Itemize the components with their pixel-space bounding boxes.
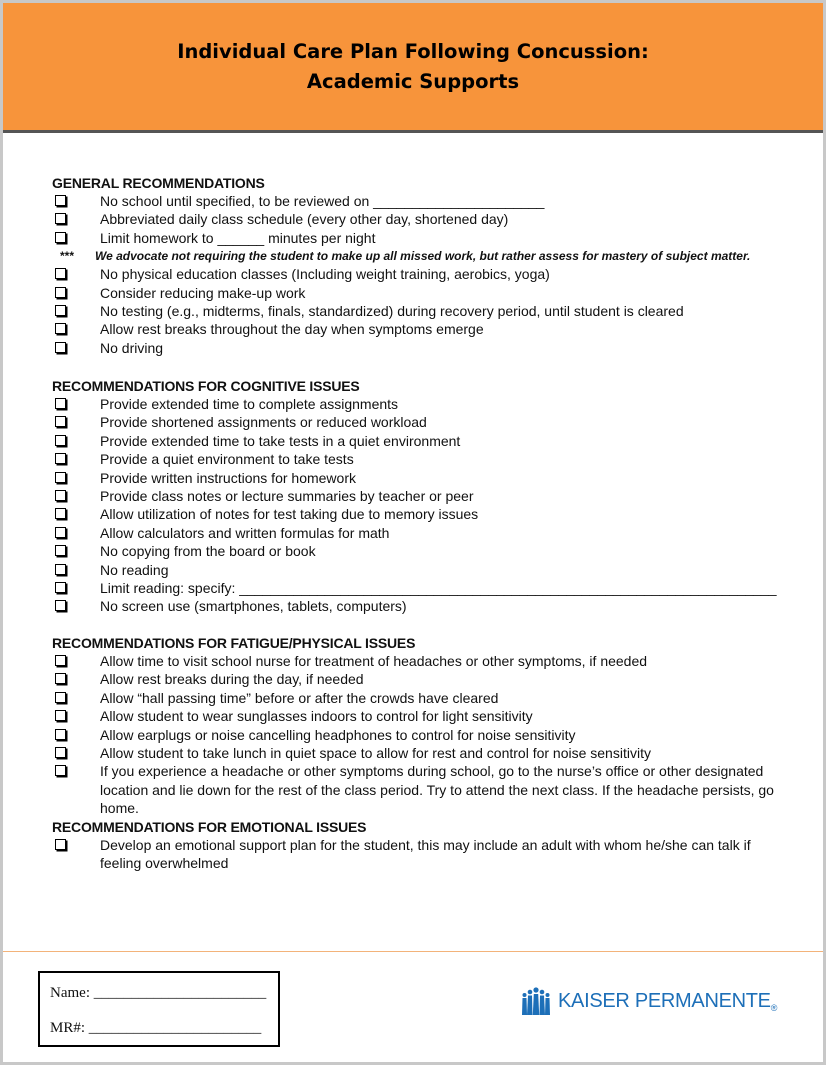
checklist-item-label: Allow student to take lunch in quiet space to allow for rest and control for noise sensitivity [100,745,651,762]
checkbox[interactable] [55,765,66,776]
checklist-item-label: No copying from the board or book [100,543,316,560]
cognitive-recommendations [52,377,792,616]
checklist-item [52,192,792,210]
checkbox[interactable] [55,527,66,538]
note-text: We advocate not requiring the student to make up all missed work, but rather assess for mastery of subject matter. [95,249,751,264]
checkbox[interactable] [55,472,66,483]
checkbox[interactable] [55,564,66,575]
checklist-item [52,413,792,431]
checkbox[interactable] [55,416,66,427]
checklist-item [52,726,792,744]
section-heading: RECOMMENDATIONS FOR EMOTIONAL ISSUES [52,819,367,835]
checklist-item [52,284,792,302]
checklist-item [52,469,792,487]
checklist-item-label: Limit homework to ______ minutes per night [100,229,376,246]
checklist-item [52,320,792,338]
checklist-item [52,652,792,670]
checklist-item-label: Allow “hall passing time” before or after the crowds have cleared [100,689,499,706]
logo-text: KAISER PERMANENTE [558,989,771,1012]
checklist-item-label: Allow earplugs or noise cancelling headphones to control for noise sensitivity [100,726,576,743]
checkbox[interactable] [55,655,66,666]
checklist-item [52,670,792,688]
checklist-item-label: Allow student to wear sunglasses indoors to control for light sensitivity [100,708,533,725]
checklist-item [52,210,792,228]
checkbox[interactable] [55,453,66,464]
kaiser-permanente-logo [520,986,777,1016]
checkbox[interactable] [55,582,66,593]
checkbox[interactable] [55,268,66,279]
checklist-item-label: Provide class notes or lecture summaries by teacher or peer [100,488,474,505]
checklist-item [52,707,792,725]
checklist-item [52,432,792,450]
checkbox[interactable] [55,398,66,409]
checklist-item [52,836,792,873]
checklist-item-label: No screen use (smartphones, tablets, computers) [100,598,407,615]
checkbox[interactable] [55,673,66,684]
checkbox[interactable] [55,435,66,446]
checkbox[interactable] [55,729,66,740]
checkbox[interactable] [55,232,66,243]
checklist-item-label: No school until specified, to be reviewed on ______________________ [100,193,545,209]
checklist-item [52,229,792,247]
checklist-item-label: Provide written instructions for homework [100,469,356,486]
checkbox[interactable] [55,305,66,316]
checklist-item-label: Provide extended time to take tests in a quiet environment [100,432,461,449]
checklist-item [52,265,792,283]
checklist-item-label: Provide a quiet environment to take tests [100,451,354,468]
checklist-item [52,505,792,523]
checklist-item [52,339,792,357]
checkbox[interactable] [55,508,66,519]
checkbox[interactable] [55,600,66,611]
title-banner [3,3,823,133]
footer-divider [3,951,823,952]
checklist-item-label: Limit reading: specify: _____________________________________________________________________ [100,580,777,597]
advocacy-note [52,247,792,265]
checklist-item-label: If you experience a headache or other symptoms during school, go to the nurse’s office or other designated location and lie down for the rest of the class period. Try to attend the next class. If the headache persists, go home. [100,763,774,817]
checkbox[interactable] [55,213,66,224]
checklist-item-label: Allow time to visit school nurse for treatment of headaches or other symptoms, if needed [100,653,648,669]
checklist-item-label: No physical education classes (Including weight training, aerobics, yoga) [100,266,550,283]
checklist-item-label: Allow rest breaks during the day, if needed [100,671,364,688]
checkbox[interactable] [55,287,66,298]
checkbox[interactable] [55,710,66,721]
title-line-1: Individual Care Plan Following Concussion: [177,39,649,63]
checklist-item [52,579,792,597]
checklist-item-label: Abbreviated daily class schedule (every other day, shortened day) [100,211,509,228]
checkbox[interactable] [55,839,66,850]
emotional-recommendations [52,818,792,873]
patient-id-box [38,971,280,1047]
checklist-item [52,689,792,707]
checkbox[interactable] [55,490,66,501]
registered-mark: ® [770,1002,778,1013]
section-heading: GENERAL RECOMMENDATIONS [52,175,265,191]
checklist-item [52,302,792,320]
checklist-item [52,542,792,560]
fatigue-recommendations [52,634,792,818]
checklist-item [52,395,792,413]
checklist-item-label: Provide extended time to complete assignments [100,396,399,412]
general-recommendations [52,174,792,357]
title-line-2: Academic Supports [306,69,520,93]
checklist-item [52,762,792,817]
kaiser-permanente-logo-icon [520,986,552,1016]
checkbox[interactable] [55,323,66,334]
checkbox[interactable] [55,195,66,206]
checklist-item-label: Allow rest breaks throughout the day when symptoms emerge [100,321,484,338]
section-heading: RECOMMENDATIONS FOR FATIGUE/PHYSICAL ISSUES [52,635,416,651]
checklist-item-label: No testing (e.g., midterms, finals, standardized) during recovery period, until student is cleared [100,303,684,320]
checklist-item [52,524,792,542]
checkbox[interactable] [55,545,66,556]
checklist-item [52,450,792,468]
checkbox[interactable] [55,747,66,758]
checklist-item-label: Provide shortened assignments or reduced workload [100,414,427,431]
checklist-item-label: No reading [100,561,169,578]
section-heading: RECOMMENDATIONS FOR COGNITIVE ISSUES [52,378,360,394]
checklist-item [52,597,792,615]
note-stars: *** [60,249,75,264]
mr-number-field[interactable]: MR#: _______________________ [50,1020,262,1036]
checkbox[interactable] [55,692,66,703]
checklist-item [52,744,792,762]
checklist-item [52,487,792,505]
checklist-item-label: Allow utilization of notes for test taking due to memory issues [100,506,479,523]
checklist-item-label: Consider reducing make-up work [100,284,306,301]
checklist-item-label: Allow calculators and written formulas for math [100,524,390,541]
checkbox[interactable] [55,342,66,353]
checklist-item-label: No driving [100,339,164,356]
checklist-item-label: Develop an emotional support plan for the student, this may include an adult with whom he/she can talk if feeling overwhelmed [100,837,751,872]
checklist-item [52,561,792,579]
name-field[interactable]: Name: _______________________ [50,985,267,1001]
logo-wordmark [558,990,777,1013]
